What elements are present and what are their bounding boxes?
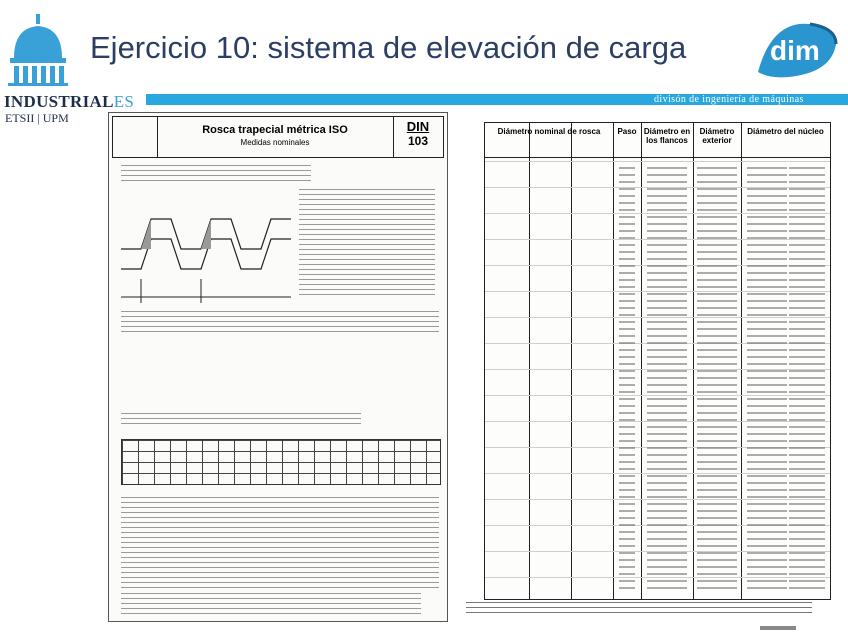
core-diameter-d1-values (789, 167, 825, 593)
upm-dome-logo (6, 14, 70, 86)
school-brand: INDUSTRIALES (4, 92, 135, 111)
pitch-values (619, 167, 635, 593)
table-caption (121, 413, 361, 425)
header-flank-diameter: Diámetro en los flancos (643, 127, 691, 145)
intro-text (121, 165, 311, 181)
flank-diameter-values (647, 167, 687, 593)
core-diameter-d3-values (747, 167, 787, 593)
din-number: 103 (407, 134, 429, 148)
slide-title: Ejercicio 10: sistema de elevación de carga (90, 30, 687, 65)
dim-logo-text: dim (770, 35, 820, 66)
division-label: divisón de ingeniería de máquinas (654, 94, 804, 105)
table-footnote (466, 602, 812, 614)
din-header (112, 116, 444, 158)
footnotes (121, 497, 439, 589)
dim-logo (752, 14, 842, 84)
header-core-diameter: Diámetro del núcleo (747, 127, 824, 136)
school-subbrand: ETSII | UPM (5, 111, 69, 125)
thread-profile-drawing (121, 209, 291, 305)
din-label: DIN (406, 119, 430, 134)
sheet-title: Rosca trapecial métrica ISO (202, 124, 348, 136)
thread-dimensions-table (484, 122, 831, 600)
profile-dimensions-table (121, 439, 441, 485)
din-103-sheet (108, 112, 448, 622)
related-standards (121, 593, 421, 617)
sheet-subtitle: Medidas nominales (240, 138, 310, 147)
formula-block (299, 189, 435, 299)
header-outer-diameter: Diámetro exterior (699, 127, 735, 145)
outer-diameter-values (697, 167, 737, 593)
designation-text (121, 311, 439, 335)
header-nominal-diameter: Diámetro nominal de rosca (497, 127, 601, 136)
continued-mark (760, 626, 796, 630)
header-pitch: Paso (617, 127, 637, 136)
